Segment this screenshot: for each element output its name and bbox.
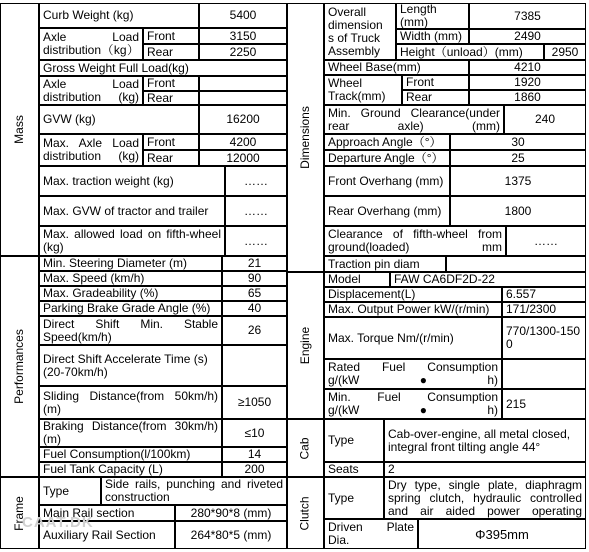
axle-dist-rear-label: Rear <box>143 44 199 60</box>
axle-dist2-rear-label: Rear <box>143 91 199 105</box>
ground-clear-label: Min. Ground Clearance(under rear axle) (mm) <box>324 105 504 134</box>
min-steer-label: Min. Steering Diameter (m) <box>39 256 222 271</box>
cab-type-label: Type <box>324 419 384 462</box>
width-label: Width (mm) <box>396 29 469 44</box>
front-overhang-label: Front Overhang (mm) <box>324 166 450 196</box>
aux-rail-label: Auxiliary Rail Section <box>39 521 175 549</box>
wheel-track-label: Wheel Track(mm) <box>324 75 402 105</box>
fuel-tank-value: 200 <box>222 462 287 477</box>
section-cab: Cab <box>287 419 324 477</box>
length-value: 7385 <box>469 3 586 29</box>
cab-seats-value: 2 <box>384 462 586 477</box>
aux-rail-value: 264*80*5 (mm) <box>175 521 287 549</box>
min-fuel-value: 215 <box>502 389 586 419</box>
cab-type-value: Cab-over-engine, all metal closed, integral front tilting angle 44° <box>384 419 586 462</box>
clutch-type-value: Dry type, single plate, diaphragm spring clutch, hydraulic controlled and air aided power operating <box>384 477 586 519</box>
axle-dist-label: Axle Load distribution（kg） <box>39 28 143 60</box>
accel-value <box>222 345 287 386</box>
fuel-tank-label: Fuel Tank Capacity (L) <box>39 462 222 477</box>
max-fifth-value: …… <box>225 226 287 256</box>
cab-seats-label: Seats <box>324 462 384 477</box>
frame-type-value: Side rails, punching and riveted construction <box>101 477 287 505</box>
height-label: Height（unload）(mm) <box>396 44 544 60</box>
rear-overhang-label: Rear Overhang (mm) <box>324 196 450 226</box>
direct-shift-label: Direct Shift Min. Stable Speed(km/h) <box>39 316 222 345</box>
axle-dist2-front-label: Front <box>143 76 199 91</box>
departure-value: 25 <box>450 150 586 166</box>
wheel-track-rear-value: 1860 <box>469 90 586 105</box>
braking-label: Braking Distance(from 30km/h)(m) <box>39 419 222 447</box>
max-gvw-label: Max. GVW of tractor and trailer <box>39 196 225 226</box>
gvw-value: 16200 <box>199 105 287 134</box>
frame-type-label: Type <box>39 477 101 505</box>
rated-fuel-value <box>502 359 586 389</box>
max-axle-label: Max. Axle Load distribution (kg) <box>39 134 143 166</box>
engine-model-label: Model <box>324 272 390 287</box>
max-grade-label: Max. Gradeability (%) <box>39 286 222 301</box>
main-rail-value: 280*90*8 (mm) <box>175 505 287 521</box>
direct-shift-value: 26 <box>222 316 287 345</box>
watermark-text: CAAT.DK <box>22 514 94 531</box>
max-grade-value: 65 <box>222 286 287 301</box>
engine-model-value: FAW CA6DF2D-22 <box>390 272 586 287</box>
wheel-track-front-label: Front <box>402 75 469 90</box>
accel-label: Direct Shift Accelerate Time (s) (20-70km/h) <box>39 345 222 386</box>
section-clutch: Clutch <box>287 477 324 549</box>
max-gvw-value: …… <box>225 196 287 226</box>
front-overhang-value: 1375 <box>450 166 586 196</box>
height-value: 2950 <box>544 44 586 60</box>
max-speed-label: Max. Speed (km/h) <box>39 271 222 286</box>
curb-weight-label: Curb Weight (kg) <box>39 3 199 28</box>
torque-label: Max. Torque Nm/(r/min) <box>324 317 502 359</box>
gross-full-label: Gross Weight Full Load(kg) <box>39 60 287 76</box>
wheel-base-value: 4210 <box>469 60 586 75</box>
power-label: Max. Output Power kW/(r/min) <box>324 302 502 317</box>
approach-value: 30 <box>450 134 586 150</box>
section-frame: Frame <box>0 477 39 549</box>
axle-dist-front-value: 3150 <box>199 28 287 44</box>
gvw-label: GVW (kg) <box>39 105 199 134</box>
torque-value: 770/1300-1500 <box>502 317 586 359</box>
max-traction-label: Max. traction weight (kg) <box>39 166 225 196</box>
section-performances: Performances <box>0 256 39 477</box>
approach-label: Approach Angle（°） <box>324 134 450 150</box>
clutch-type-label: Type <box>324 477 384 519</box>
max-axle-front-label: Front <box>143 134 199 150</box>
ground-clear-value: 240 <box>504 105 586 134</box>
disp-value: 6.557 <box>502 287 586 302</box>
rated-fuel-label: Rated Fuel Consumption g/(kW●h) <box>324 359 502 389</box>
disp-label: Displacement(L) <box>324 287 502 302</box>
max-fifth-label: Max. allowed load on fifth-wheel (kg) <box>39 226 225 256</box>
wheel-track-front-value: 1920 <box>469 75 586 90</box>
park-brake-label: Parking Brake Grade Angle (%) <box>39 301 222 316</box>
length-label: Length (mm) <box>396 3 469 29</box>
park-brake-value: 40 <box>222 301 287 316</box>
traction-pin-label: Traction pin diam <box>324 256 446 272</box>
section-mass: Mass <box>0 3 39 256</box>
fuel-cons-label: Fuel Consumption(l/100km) <box>39 447 222 462</box>
axle-dist-front-label: Front <box>143 28 199 44</box>
section-dimensions: Dimensions <box>287 3 324 272</box>
max-speed-value: 90 <box>222 271 287 286</box>
axle-dist2-rear-value <box>199 91 287 105</box>
fifth-clear-value: …… <box>506 226 586 256</box>
axle-dist2-label: Axle Load distribution (kg) <box>39 76 143 105</box>
driven-plate-label: Driven Plate Dia. <box>324 519 418 549</box>
traction-pin-value <box>446 256 586 272</box>
overall-label: Overall dimension s of Truck Assembly <box>324 3 396 60</box>
wheel-base-label: Wheel Base(mm) <box>324 60 469 75</box>
sliding-value: ≥1050 <box>222 386 287 419</box>
braking-value: ≤10 <box>222 419 287 447</box>
wheel-track-rear-label: Rear <box>402 90 469 105</box>
departure-label: Departure Angle（°） <box>324 150 450 166</box>
axle-dist-rear-value: 2250 <box>199 44 287 60</box>
max-axle-rear-value: 12000 <box>199 150 287 166</box>
fuel-cons-value: 14 <box>222 447 287 462</box>
section-engine: Engine <box>287 272 324 419</box>
main-rail-label: Main Rail section <box>39 505 175 521</box>
min-fuel-label: Min. Fuel Consumption g/(kW●h) <box>324 389 502 419</box>
width-value: 2490 <box>469 29 586 44</box>
fifth-clear-label: Clearance of fifth-wheel from ground(loaded) mm <box>324 226 506 256</box>
curb-weight-value: 5400 <box>199 3 287 28</box>
rear-overhang-value: 1800 <box>450 196 586 226</box>
max-traction-value: …… <box>225 166 287 196</box>
driven-plate-value: Φ395mm <box>418 519 586 549</box>
axle-dist2-front-value <box>199 76 287 91</box>
max-axle-front-value: 4200 <box>199 134 287 150</box>
sliding-label: Sliding Distance(from 50km/h)(m) <box>39 386 222 419</box>
min-steer-value: 21 <box>222 256 287 271</box>
power-value: 171/2300 <box>502 302 586 317</box>
max-axle-rear-label: Rear <box>143 150 199 166</box>
